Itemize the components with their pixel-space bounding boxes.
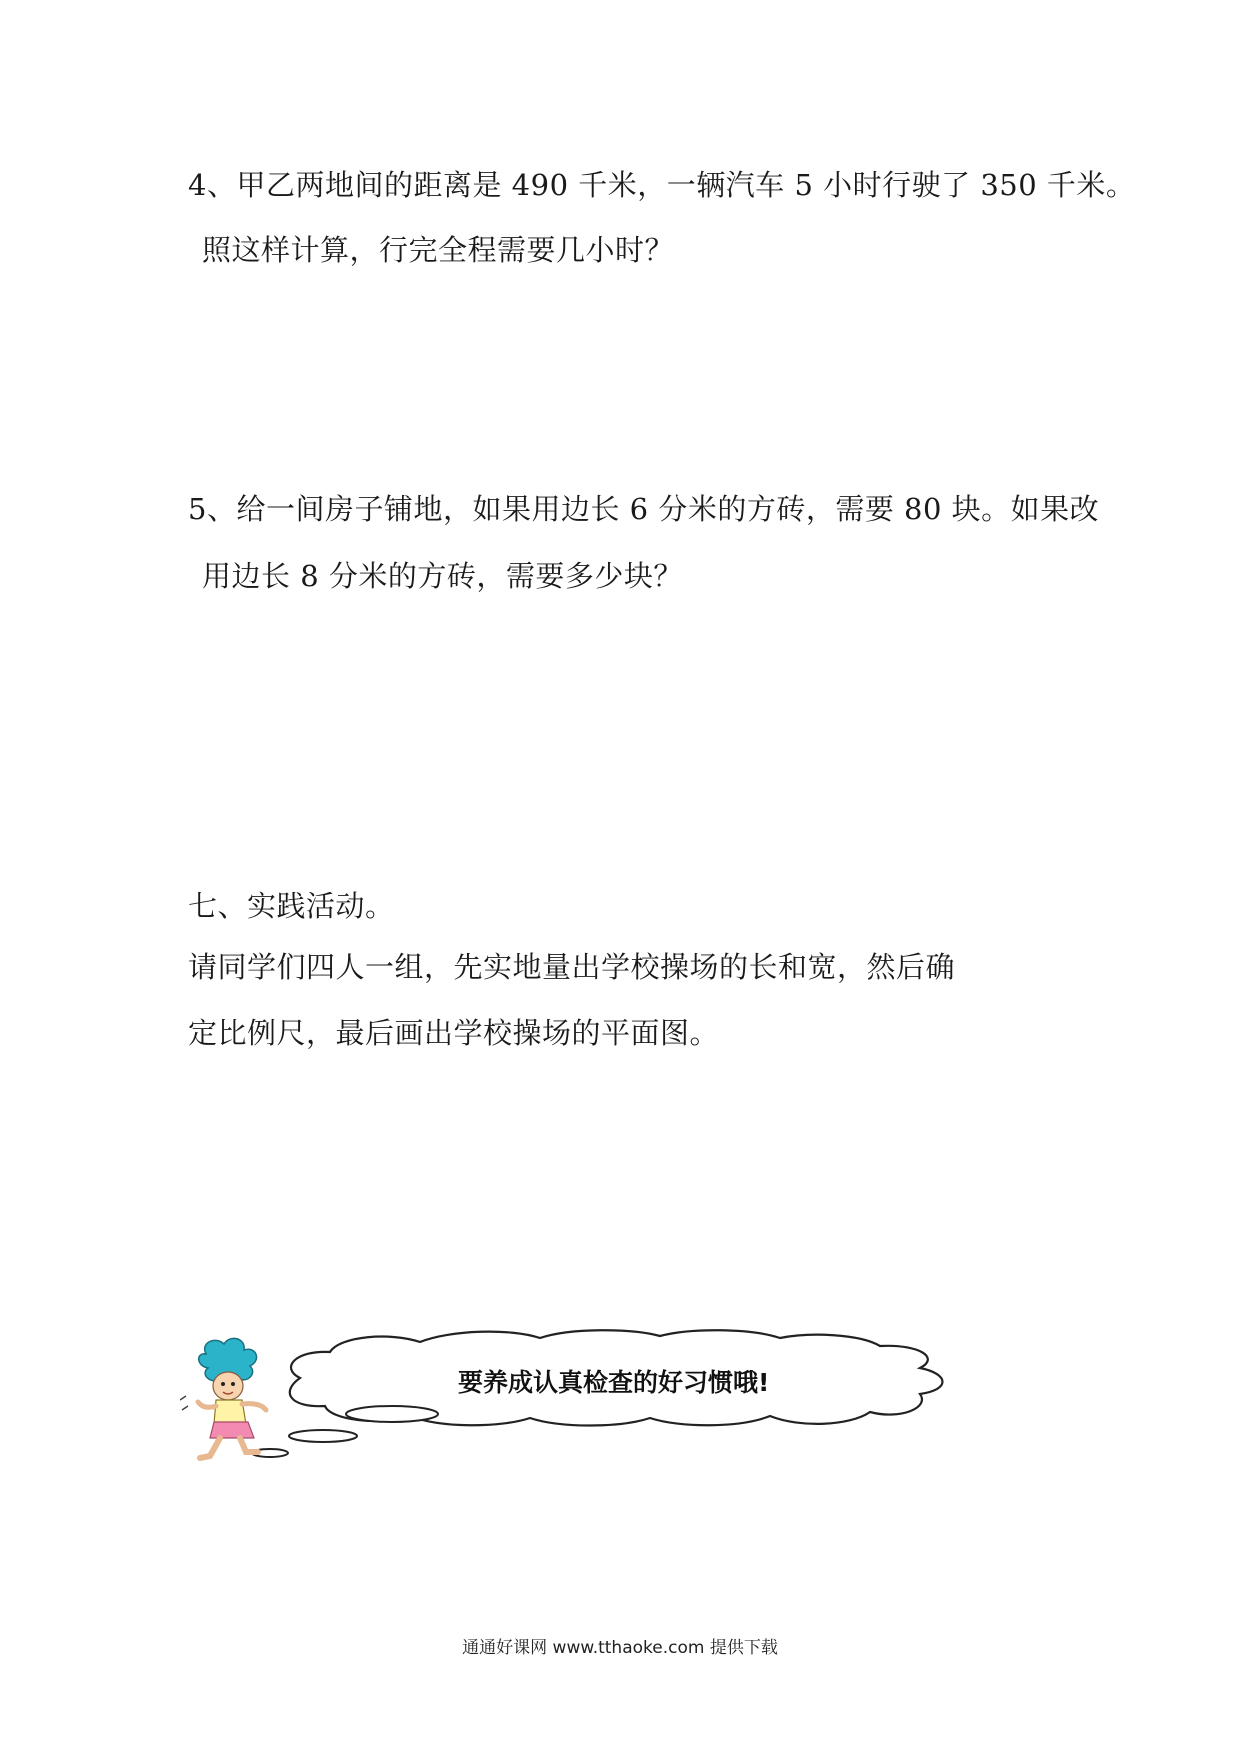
- section-text-line-2: 定比例尺，最后画出学校操场的平面图。: [188, 1016, 720, 1050]
- footer-credit: 通通好课网 www.tthaoke.com 提供下载: [462, 1638, 778, 1658]
- question-5-line-2: 用边长 8 分米的方砖，需要多少块？: [202, 559, 683, 593]
- question-5-line-1: 5、给一间房子铺地，如果用边长 6 分米的方砖，需要 80 块。如果改: [188, 492, 1100, 526]
- reminder-illustration: [180, 1328, 970, 1488]
- reminder-text: 要养成认真检查的好习惯哦!: [458, 1368, 770, 1397]
- section-heading: 七、实践活动。: [188, 889, 395, 923]
- cartoon-girl-icon: [180, 1328, 970, 1488]
- question-4-line-1: 4、甲乙两地间的距离是 490 千米，一辆汽车 5 小时行驶了 350 千米。: [188, 168, 1136, 202]
- question-4-line-2: 照这样计算，行完全程需要几小时？: [202, 233, 675, 267]
- section-text-line-1: 请同学们四人一组，先实地量出学校操场的长和宽，然后确: [188, 950, 956, 984]
